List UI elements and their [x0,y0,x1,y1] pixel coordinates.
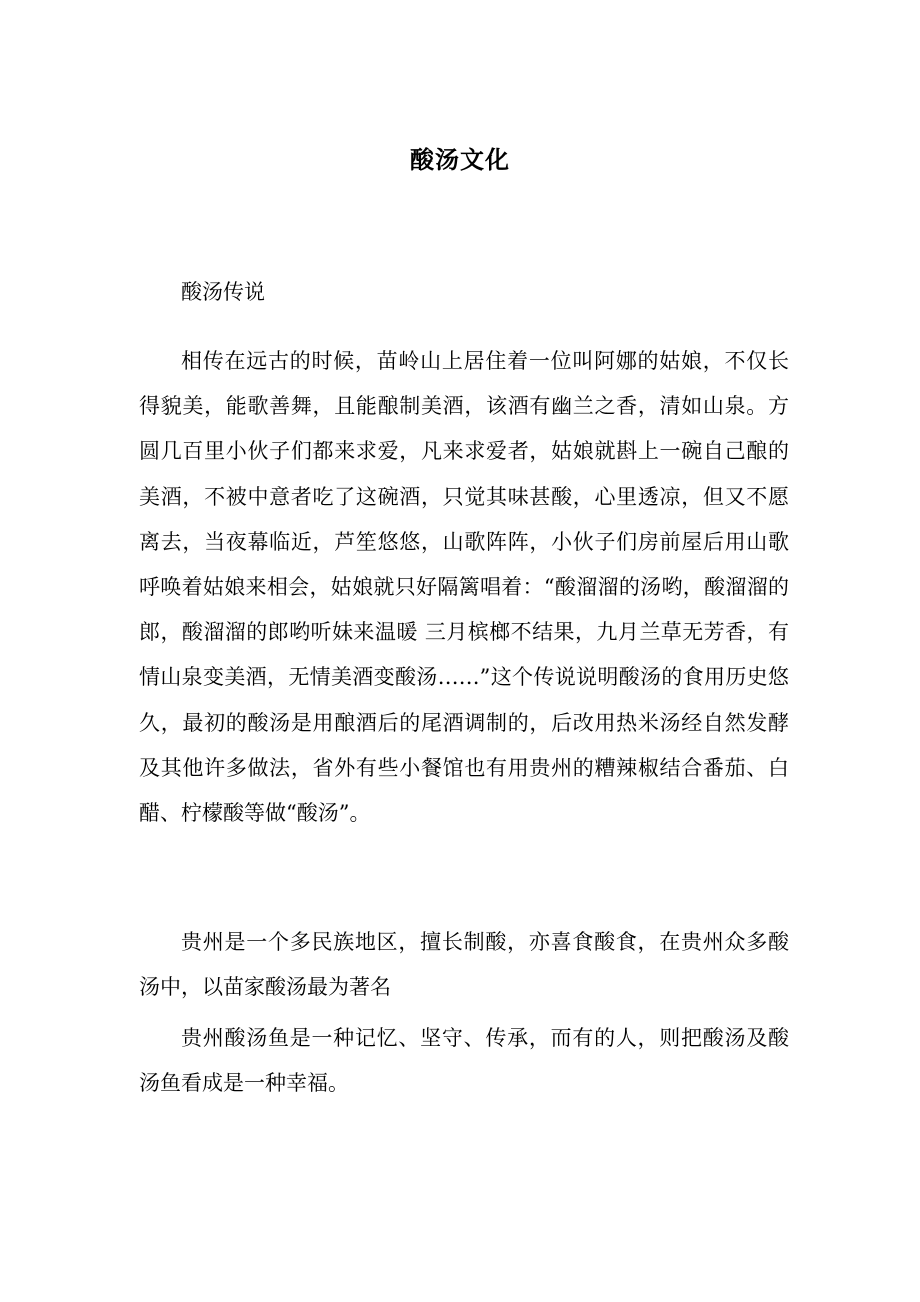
paragraph-guizhou: 贵州是一个多民族地区，擅长制酸，亦喜食酸食，在贵州众多酸汤中，以苗家酸汤最为著名 [139,930,789,1000]
page-title: 酸汤文化 [410,145,510,174]
paragraph-sour-soup-fish: 贵州酸汤鱼是一种记忆、坚守、传承，而有的人，则把酸汤及酸汤鱼看成是一种幸福。 [139,1026,789,1096]
section-heading: 酸汤传说 [181,280,265,304]
paragraph-legend: 相传在远古的时候，苗岭山上居住着一位叫阿娜的姑娘，不仅长得貌美，能歌善舞，且能酿制美酒，该酒有幽兰之香，清如山泉。方圆几百里小伙子们都来求爱，凡来求爱者，姑娘就斟上一碗自己酿的美酒，不被中意者吃了这碗酒，只觉其味甚酸，心里透凉，但又不愿离去，当夜幕临近，芦笙悠悠，山歌阵阵，小伙子们房前屋后用山歌呼唤着姑娘来相会，姑娘就只好隔篱唱着：“酸溜溜的汤哟，酸溜溜的郎，酸溜溜的郎哟听妹来温暖 三月槟榔不结果，九月兰草无芳香，有情山泉变美酒，无情美酒变酸汤……”这个传说说明酸汤的食用历史悠久，最初的酸汤是用酿酒后的尾酒调制的，后改用热米汤经自然发酵及其他许多做法，省外有些小餐馆也有用贵州的糟辣椒结合番茄、白醋、柠檬酸等做“酸汤”。 [139,349,789,826]
